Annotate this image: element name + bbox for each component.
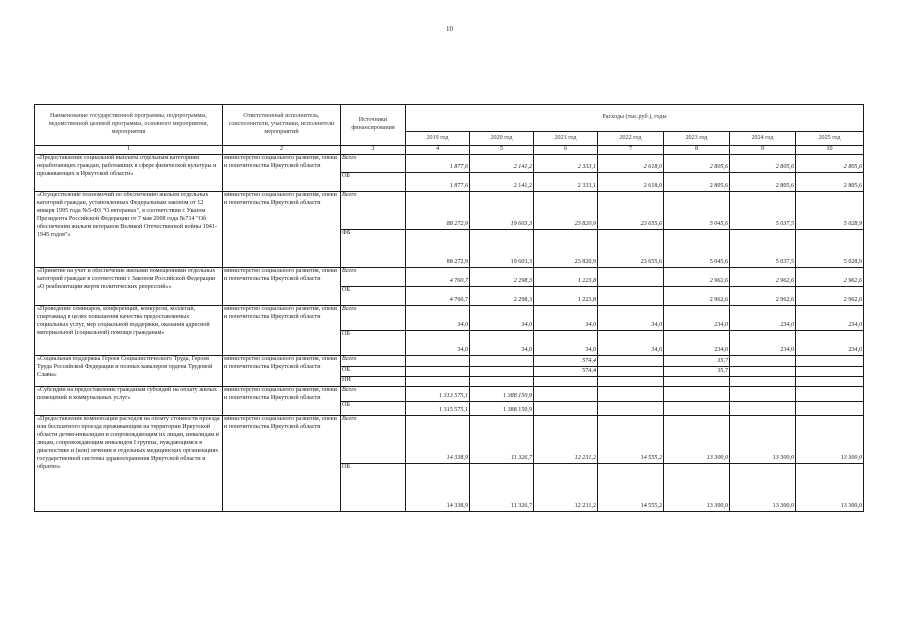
expense-value: 2 141,2: [470, 155, 534, 173]
funding-source: Всего: [341, 306, 406, 331]
table-body: [35, 155, 864, 512]
expense-value: 14 338,9: [406, 416, 470, 464]
expense-value: 234,0: [730, 306, 796, 331]
header-year: 2021 год: [534, 132, 598, 146]
table-row: [35, 306, 864, 331]
expense-value: 2 333,1: [534, 173, 598, 192]
expense-value: 13 300,0: [664, 416, 730, 464]
expense-value: 234,0: [796, 306, 864, 331]
expense-value: 13 300,0: [664, 464, 730, 512]
expense-value: 12 231,2: [534, 464, 598, 512]
column-index: 9: [730, 146, 796, 155]
measure-name: «Принятие на учет и обеспечение жилыми помещениями отдельных категорий граждан в соответствии с Законом Российской Федерации «О реабилитации жертв политических репрессий»»: [35, 268, 223, 306]
measure-name: «Предоставление социальной выплаты отдельным категориям неработающих граждан, работавших в сфере физической культуры и проживающих в Иркутской области»: [35, 155, 223, 192]
expense-value: [796, 367, 864, 377]
measure-executor: министерство социального развития, опеки и попечительства Иркутской области: [223, 155, 341, 192]
expense-value: 1 315 575,1: [406, 402, 470, 416]
expense-value: 23 655,6: [598, 230, 664, 268]
expense-value: 1 877,6: [406, 173, 470, 192]
expense-value: 234,0: [796, 331, 864, 356]
expense-value: 34,0: [470, 306, 534, 331]
page-number: 10: [446, 25, 453, 33]
expense-value: [598, 287, 664, 306]
expense-value: [534, 387, 598, 402]
expense-value: [534, 377, 598, 387]
expense-value: 2 298,3: [470, 268, 534, 287]
expense-value: 2 805,6: [796, 155, 864, 173]
column-index: 3: [341, 146, 406, 155]
expense-value: 2 298,3: [470, 287, 534, 306]
header-year: 2023 год: [664, 132, 730, 146]
funding-source: ОБ: [341, 402, 406, 416]
expense-value: 34,0: [406, 331, 470, 356]
expense-value: 2 333,1: [534, 155, 598, 173]
expense-value: 34,0: [406, 306, 470, 331]
expense-value: [664, 402, 730, 416]
expense-value: [598, 402, 664, 416]
measure-name: «Осуществление полномочий по обеспечению жильем отдельных категорий граждан, установленных Федеральным законом от 12 января 1995 года №5-ФЗ "О ветеранах", в соответствии с Указом Президента Российской Федерации от 7 мая 2008 года №714 "Об обеспечении жильем ветеранов Великой Отечественной войны 1941-1945 годов"»: [35, 192, 223, 268]
expense-value: [470, 367, 534, 377]
table-row: [35, 155, 864, 173]
expense-value: 11 326,7: [470, 464, 534, 512]
funding-source: Всего: [341, 268, 406, 287]
funding-source: Всего: [341, 416, 406, 464]
expense-value: 5 045,6: [664, 192, 730, 230]
measure-name: «Социальная поддержка Героев Социалистического Труда, Героев Труда Российской Федерации и полных кавалеров ордена Трудовой Славы»: [35, 356, 223, 387]
expense-value: 34,0: [598, 306, 664, 331]
measure-executor: министерство социального развития, опеки и попечительства Иркутской области: [223, 387, 341, 416]
expense-value: 5 028,9: [796, 230, 864, 268]
expense-value: [730, 387, 796, 402]
expense-value: 2 962,6: [664, 268, 730, 287]
funding-source: ОБ: [341, 173, 406, 192]
expense-value: 5 028,9: [796, 192, 864, 230]
expense-value: [598, 268, 664, 287]
measure-name: «Проведение семинаров, конференций, конкурсов, коллегий, спартакиад в целях повышения качества предоставляемых социальных услуг, мер социальной поддержки, оказания адресной материальной (социальной) помощи гражданам»: [35, 306, 223, 356]
funding-source: ОБ: [341, 367, 406, 377]
expense-value: 19 603,3: [470, 230, 534, 268]
column-index: 8: [664, 146, 730, 155]
header-year: 2019 год: [406, 132, 470, 146]
expense-value: [406, 356, 470, 367]
expense-value: 4 760,7: [406, 287, 470, 306]
header-expenses: Расходы (тыс.руб.), годы: [406, 105, 864, 132]
expense-value: [664, 377, 730, 387]
expenditure-table: [34, 104, 864, 512]
header-year: 2025 год: [796, 132, 864, 146]
expense-value: [796, 356, 864, 367]
expense-value: 23 820,9: [534, 230, 598, 268]
table-row: [35, 387, 864, 402]
expense-value: 13 300,0: [796, 416, 864, 464]
expense-value: [730, 356, 796, 367]
expense-value: 574,4: [534, 356, 598, 367]
expense-value: [730, 402, 796, 416]
expense-value: 1 388 150,9: [470, 402, 534, 416]
measure-name: «Предоставление компенсации расходов на оплату стоимости проезда или бесплатного проезда проживающим на территории Иркутской области детям-инвалидам и сопровождающим их лицам, инвалидам и лицам, сопровождающим инвалидов I группы, нуждающимся в диагностике и (или) лечении в отдельных медицинских организациях государственной системы здравоохранения Иркутской области и обратно»: [35, 416, 223, 512]
table-row: [35, 416, 864, 464]
expense-value: [598, 367, 664, 377]
expense-value: [598, 377, 664, 387]
expense-value: 5 037,5: [730, 230, 796, 268]
header-executor: Ответственный исполнитель, соисполнители, участники, исполнители мероприятий: [223, 105, 341, 146]
expense-value: 13 300,0: [730, 464, 796, 512]
expense-value: 88 272,9: [406, 192, 470, 230]
expense-value: 574,4: [534, 367, 598, 377]
funding-source: ОБ: [341, 331, 406, 356]
expense-value: 23 655,6: [598, 192, 664, 230]
column-index: 5: [470, 146, 534, 155]
expense-value: [470, 377, 534, 387]
header-year: 2020 год: [470, 132, 534, 146]
expense-value: 5 037,5: [730, 192, 796, 230]
expense-value: 35,7: [664, 356, 730, 367]
table-row: [35, 268, 864, 287]
measure-executor: министерство социального развития, опеки и попечительства Иркутской области: [223, 306, 341, 356]
funding-source: ФБ: [341, 230, 406, 268]
expense-value: 2 962,6: [796, 268, 864, 287]
expense-value: [534, 402, 598, 416]
expense-value: 2 805,6: [730, 173, 796, 192]
header-source: Источники финансирования: [341, 105, 406, 146]
funding-source: ОБ: [341, 287, 406, 306]
expense-value: 2 805,6: [664, 155, 730, 173]
expense-value: 34,0: [534, 331, 598, 356]
expense-value: [730, 377, 796, 387]
expense-value: [598, 387, 664, 402]
expense-value: 4 760,7: [406, 268, 470, 287]
funding-source: НИ: [341, 377, 406, 387]
expense-value: 13 300,0: [730, 416, 796, 464]
expense-value: 14 555,2: [598, 464, 664, 512]
expense-value: 34,0: [598, 331, 664, 356]
expense-value: 2 962,6: [796, 287, 864, 306]
expense-value: 2 618,0: [598, 173, 664, 192]
expense-value: 2 962,6: [730, 287, 796, 306]
header-index-row: [35, 146, 864, 155]
expense-value: 1 313 575,1: [406, 387, 470, 402]
expense-value: 2 805,6: [730, 155, 796, 173]
expense-value: [664, 387, 730, 402]
expense-value: 13 300,0: [796, 464, 864, 512]
expense-value: [796, 387, 864, 402]
column-index: 2: [223, 146, 341, 155]
measure-executor: министерство социального развития, опеки и попечительства Иркутской области: [223, 268, 341, 306]
expense-value: 234,0: [664, 331, 730, 356]
expense-value: 14 555,2: [598, 416, 664, 464]
expense-value: 2 618,0: [598, 155, 664, 173]
measure-executor: министерство социального развития, опеки и попечительства Иркутской области: [223, 356, 341, 387]
measure-executor: министерство социального развития, опеки и попечительства Иркутской области: [223, 192, 341, 268]
expense-value: 34,0: [470, 331, 534, 356]
expense-value: [730, 367, 796, 377]
expense-value: 2 805,6: [664, 173, 730, 192]
expense-value: 234,0: [730, 331, 796, 356]
column-index: 6: [534, 146, 598, 155]
expense-value: 1 877,6: [406, 155, 470, 173]
expense-value: 5 045,6: [664, 230, 730, 268]
table-row: [35, 356, 864, 367]
measure-executor: министерство социального развития, опеки и попечительства Иркутской области: [223, 416, 341, 512]
expense-value: 1 223,8: [534, 287, 598, 306]
funding-source: Всего: [341, 387, 406, 402]
expense-value: 19 603,3: [470, 192, 534, 230]
funding-source: Всего: [341, 192, 406, 230]
funding-source: Всего: [341, 356, 406, 367]
expense-value: 234,0: [664, 306, 730, 331]
expense-value: [470, 356, 534, 367]
column-index: 7: [598, 146, 664, 155]
expense-value: 1 388 150,9: [470, 387, 534, 402]
expense-value: 35,7: [664, 367, 730, 377]
expense-value: 1 223,8: [534, 268, 598, 287]
funding-source: Всего: [341, 155, 406, 173]
expense-value: [406, 377, 470, 387]
expense-value: [406, 367, 470, 377]
expense-value: 11 326,7: [470, 416, 534, 464]
header-name: Наименование государственной программы, подпрограммы, ведомственной целевой программы, основного мероприятия, мероприятия: [35, 105, 223, 146]
measure-name: «Субсидии на предоставление гражданам субсидий на оплату жилых помещений и коммунальных услуг»: [35, 387, 223, 416]
expense-value: [796, 402, 864, 416]
expense-value: [796, 377, 864, 387]
table-row: [35, 192, 864, 230]
expense-value: 2 805,6: [796, 173, 864, 192]
expense-value: 2 141,2: [470, 173, 534, 192]
column-index: 1: [35, 146, 223, 155]
header-year: 2022 год: [598, 132, 664, 146]
header-year: 2024 год: [730, 132, 796, 146]
expense-value: 14 338,9: [406, 464, 470, 512]
expense-value: 2 962,6: [730, 268, 796, 287]
column-index: 4: [406, 146, 470, 155]
funding-source: ОБ: [341, 464, 406, 512]
column-index: 10: [796, 146, 864, 155]
expense-value: 23 820,9: [534, 192, 598, 230]
expense-value: 2 962,6: [664, 287, 730, 306]
expense-value: 88 272,9: [406, 230, 470, 268]
expense-value: [598, 356, 664, 367]
expense-value: 12 231,2: [534, 416, 598, 464]
expense-value: 34,0: [534, 306, 598, 331]
